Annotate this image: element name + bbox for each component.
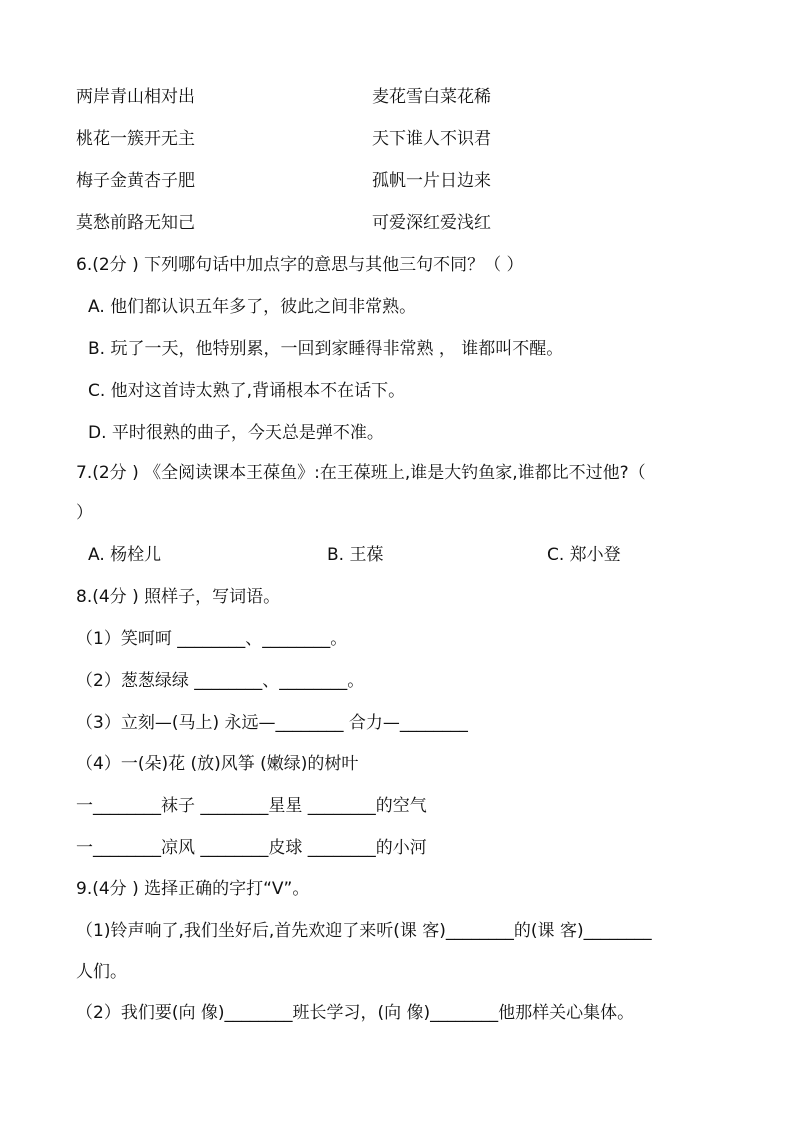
question-7-option-b: B. 王葆 (327, 545, 384, 565)
question-7-option-a: A. 杨栓儿 (88, 545, 162, 565)
question-7-option-c: C. 郑小登 (547, 545, 621, 565)
question-9-part-1: （1)铃声响了,我们坐好后,首先欢迎了来听(课 客)________的(课 客)________ (76, 921, 652, 941)
question-6-stem: 6.(2分 ) 下列哪句话中加点字的意思与其他三句不同？（ ） (76, 255, 524, 275)
question-8-part-4: （4）一(朵)花 (放)风筝 (嫩绿)的树叶 (76, 754, 359, 774)
question-7-stem: 7.(2分 ) 《全阅读课本王葆鱼》:在王葆班上,谁是大钓鱼家,谁都比不过他?（ (76, 463, 646, 483)
poem-left-line: 两岸青山相对出 (76, 87, 195, 107)
poem-left-line: 梅子金黄杏子肥 (76, 171, 195, 191)
question-9-part-1-continuation: 人们。 (76, 962, 127, 982)
question-8-blank-row: 一________袜子 ________星星 ________的空气 (76, 796, 427, 816)
poem-left-line: 莫愁前路无知己 (76, 213, 195, 233)
poem-pair-row (76, 86, 676, 108)
poem-right-line: 天下谁人不识君 (372, 129, 491, 149)
poem-left-line: 桃花一簇开无主 (76, 129, 195, 149)
poem-right-line: 可爱深红爱浅红 (372, 213, 491, 233)
question-8-part-1: （1）笑呵呵 ________、________。 (76, 629, 348, 649)
question-8-part-2: （2）葱葱绿绿 ________、________。 (76, 671, 365, 691)
question-7-stem-continuation: ） (76, 503, 93, 523)
question-6-option-d: D. 平时很熟的曲子，今天总是弹不准。 (88, 423, 384, 443)
poem-pair-row (76, 212, 676, 234)
question-8-stem: 8.(4分 ) 照样子，写词语。 (76, 587, 281, 607)
question-8-blank-row: 一________凉风 ________皮球 ________的小河 (76, 838, 427, 858)
poem-right-line: 孤帆一片日边来 (372, 171, 491, 191)
question-9-part-2: （2）我们要(向 像)________班长学习，(向 像)________他那样关心集体。 (76, 1003, 635, 1023)
question-6-option-c: C. 他对这首诗太熟了,背诵根本不在话下。 (88, 381, 406, 401)
question-9-stem: 9.(4分 ) 选择正确的字打“V”。 (76, 879, 310, 899)
poem-right-line: 麦花雪白菜花稀 (372, 87, 491, 107)
question-8-part-3: （3）立刻—(马上) 永远—________ 合力—________ (76, 713, 468, 733)
question-6-option-a: A. 他们都认识五年多了，彼此之间非常熟。 (88, 297, 417, 317)
poem-pair-row (76, 170, 676, 192)
poem-pair-row (76, 128, 676, 150)
question-6-option-b: B. 玩了一天，他特别累，一回到家睡得非常熟 ， 谁都叫不醒。 (88, 339, 564, 359)
